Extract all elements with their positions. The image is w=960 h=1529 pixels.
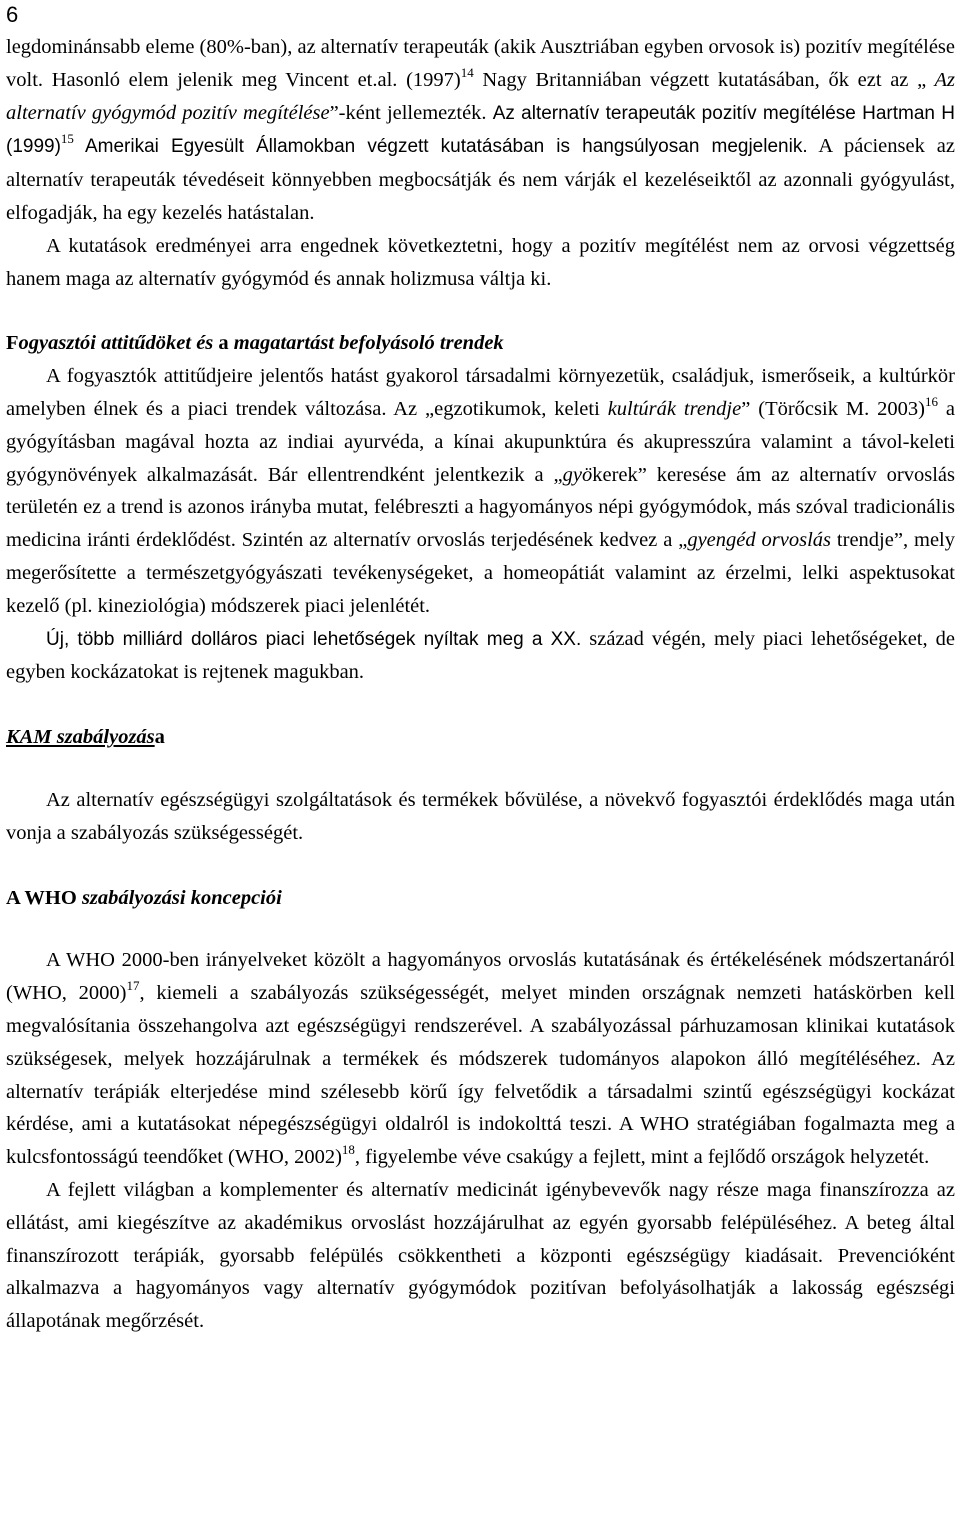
paragraph-regulation-need: Az alternatív egészségügyi szolgáltatások és termékek bővülése, a növekvő fogyasztói érdeklődés maga után vonja a szabályozás szükségességét.: [6, 788, 955, 844]
footnote-ref-14[interactable]: 14: [460, 64, 474, 80]
paragraph-developed-world: A fejlett világban a komplementer és alternatív medicinát igénybevevők nagy része maga finanszírozza az ellátást, ami kiegészítve az akadémikus orvoslást hozzájárulhat az egyén gyorsabb felépüléséhez. A beteg által finanszírozott terápiák, gyorsabb felépülés csökkentheti a központi egészségügy kiadásait. Prevencióként alkalmazva a hagyományos vagy alternatív gyógymódok pozitívan befolyásolhatják a lakosság egészségi állapotának megőrzését.: [6, 1178, 955, 1333]
page-number: 6: [6, 2, 19, 27]
paragraph-market-opportunities: Új, több milliárd dolláros piaci lehetőségek nyíltak meg a XX. század végén, mely piaci lehetőségeket, de egyben kockázatokat is rejtenek magukban.: [6, 627, 956, 684]
paragraph-research-conclusion: A kutatások eredményei arra engednek következtetni, hogy a pozitív megítélést nem az orvosi végzettség hanem maga az alternatív gyógymód és annak holizmusa váltja ki.: [6, 234, 955, 290]
paragraph-consumer-attitudes: A fogyasztók attitűdjeire jelentős hatást gyakorol társadalmi környezetük, családjuk, ismerőseik, a kultúrkör amelyben élnek és a piaci trendek változása. Az „egzotikumok, keleti kultúrák trendje” (Törőcsik M. 2003)$^{16}$ a gyógyításban magával hozta az indiai ayurvéda, a kínai akupunktúra és akupresszúra valamint a távol-keleti gyógynövények alkalmazását. Bár ellentrendként jelentkezik a „gyökerek” keresése ám az alternatív orvoslás területén ez a trend is azonos irányba mutat, felébreszti a hagyományos népi gyógymódok, más szóval tradicionális medicina iránti érdeklődést. Szintén az alternatív orvoslás terjedésének kedvez a „gyengéd orvoslás trendje”, mely megerősítette a természetgyógyászati tevékenységeket, a homeopátiát valamint az érzelmi, lelki aspektusokat kezelő (pl. kineziológia) módszerek piaci jelenlétét.: [6, 365, 955, 617]
heading-consumer-trends: Fogyasztói attitűdöket és a magatartást befolyásoló trendek: [6, 332, 504, 355]
footnote-ref-15[interactable]: 15: [60, 131, 74, 147]
footnote-ref-16[interactable]: 16: [924, 393, 938, 409]
footnote-ref-18[interactable]: 18: [341, 1142, 355, 1158]
document-body: [6, 31, 955, 1338]
footnote-ref-17[interactable]: 17: [126, 978, 140, 994]
heading-who-regulation: A WHO szabályozási koncepciói: [6, 886, 282, 909]
paragraph-who-guidelines: A WHO 2000-ben irányelveket közölt a hagyományos orvoslás kutatásának és értékelésének módszertanáról (WHO, 2000)$^{17}$, kiemeli a szabályozás szükségességét, melyet minden országnak nemzeti hatáskörben kell megvalósítania összehangolva azt egészségügyi rendszerével. A szabályozással párhuzamosan klinikai kutatások szükségesek, melyek hozzájárulnak a termékek és módszerek tudományos alapokon álló megítéléséhez. Az alternatív terápiák elterjedése mind szélesebb körű így felvetődik a társadalmi szintű egészségügyi kockázat kérdése, ami a kutatásokat népegészségügyi oldalról is indokolttá teszi. A WHO stratégiában fogalmazta meg a kulcsfontosságú teendőket (WHO, 2002)$^{18}$, figyelembe véve csakúgy a fejlett, mint a fejlődő országok helyzetét.: [6, 949, 955, 1169]
paragraph-positive-perception: legdominánsabb eleme (80%-ban), az alternatív terapeuták (akik Ausztriában egyben orvosok is) pozitív megítélése volt. Hasonló elem jelenik meg Vincent et.al. $(1997)^{14}$ Nagy Britanniában végzett kutatásában, ők ezt az „ Az alternatív gyógymód pozitív megítélése”-ként jellemezték. Az alternatív terapeuták pozitív megítélése Hartman H $(1999)^{15}$ Amerikai Egyesült Államokban végzett kutatásában is hangsúlyosan megjelenik. A páciensek az alternatív terapeuták tévedéseit könnyebben megbocsátják és nem várják el kezeléseiktől az azonnali gyógyulást, elfogadják, ha egy kezelés hatástalan.: [6, 36, 956, 224]
heading-kam-regulation: KAM szabályozása: [6, 726, 165, 749]
